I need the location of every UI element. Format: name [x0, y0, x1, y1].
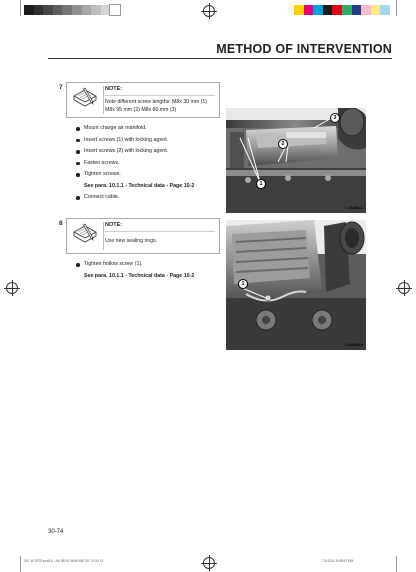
color-swatch — [304, 5, 314, 15]
registration-mark-top — [203, 5, 215, 17]
callout-marker: 2 — [278, 139, 288, 149]
instruction-list — [76, 125, 194, 206]
callout-marker: 1 — [256, 179, 266, 189]
registration-mark-bottom — [203, 557, 215, 569]
registration-mark-right — [398, 282, 410, 294]
image-code: C-40489-0 — [345, 343, 363, 347]
step-number: 7 — [59, 84, 63, 91]
color-swatch — [380, 5, 390, 15]
page-number: 30-74 — [48, 529, 64, 535]
color-swatch — [91, 5, 101, 15]
color-swatch — [24, 5, 34, 15]
color-swatch — [110, 5, 120, 15]
notepad-pencil-icon — [71, 86, 99, 112]
color-swatch — [294, 5, 304, 15]
color-swatch — [313, 5, 323, 15]
color-swatch — [82, 5, 92, 15]
callout-marker: 1 — [238, 279, 248, 289]
list-item: Tighten screws. — [76, 171, 194, 183]
list-item: Insert screws (2) with locking agent. — [76, 148, 194, 160]
color-swatch — [371, 5, 381, 15]
crop-line — [396, 0, 397, 16]
reference-text: See para. 10.1.1 - Technical data - Page 10-2 — [84, 272, 195, 279]
image-code: C-40491-1 — [345, 206, 363, 210]
color-swatch — [352, 5, 362, 15]
footer-left: 307 W 3275 pro5.0 - A4 IBOS 0404 05E 30.74 30-74 — [24, 559, 104, 563]
color-swatch — [43, 5, 53, 15]
note-text: Use new sealing rings. — [105, 238, 158, 244]
list-item: Insert screws (1) with locking agent. — [76, 137, 194, 149]
callout-marker: 3 — [330, 113, 340, 123]
crop-line — [20, 0, 21, 16]
registration-mark-left — [6, 282, 18, 294]
note-box — [66, 218, 220, 254]
list-item: Fasten screws. — [76, 160, 194, 172]
color-swatch — [62, 5, 72, 15]
note-text: M8x 95 mm (2) M8x 80 mm (3) — [105, 107, 177, 113]
list-item: Tighten hollow screw (1). — [76, 261, 194, 273]
color-swatch — [342, 5, 352, 15]
note-box — [66, 82, 220, 118]
note-title: NOTE: — [105, 86, 123, 92]
color-swatch — [72, 5, 82, 15]
header-rule — [48, 58, 392, 59]
color-swatch — [332, 5, 342, 15]
page-title: METHOD OF INTERVENTION — [216, 42, 392, 56]
engine-photo-hollow-screw — [226, 220, 366, 350]
step-number: 8 — [59, 220, 63, 227]
color-swatch — [361, 5, 371, 15]
note-text: Note different screw lengths: M8x 30 mm (1) — [105, 99, 207, 105]
color-swatch — [34, 5, 44, 15]
list-item: Connect cable. — [76, 194, 194, 206]
reference-text: See para. 10.1.1 - Technical data - Page 10-2 — [84, 182, 195, 189]
color-swatch — [53, 5, 63, 15]
notepad-pencil-icon — [71, 222, 99, 248]
instruction-list — [76, 261, 194, 284]
color-swatch — [323, 5, 333, 15]
crop-line — [20, 556, 21, 572]
note-title: NOTE: — [105, 222, 123, 228]
crop-line — [396, 556, 397, 572]
list-item: Mount charge air manifold. — [76, 125, 194, 137]
footer-right: 7.8.2011 9:48:57 PM — [322, 559, 354, 563]
engine-photo-charge-air-manifold — [226, 108, 366, 213]
color-swatch — [101, 5, 111, 15]
